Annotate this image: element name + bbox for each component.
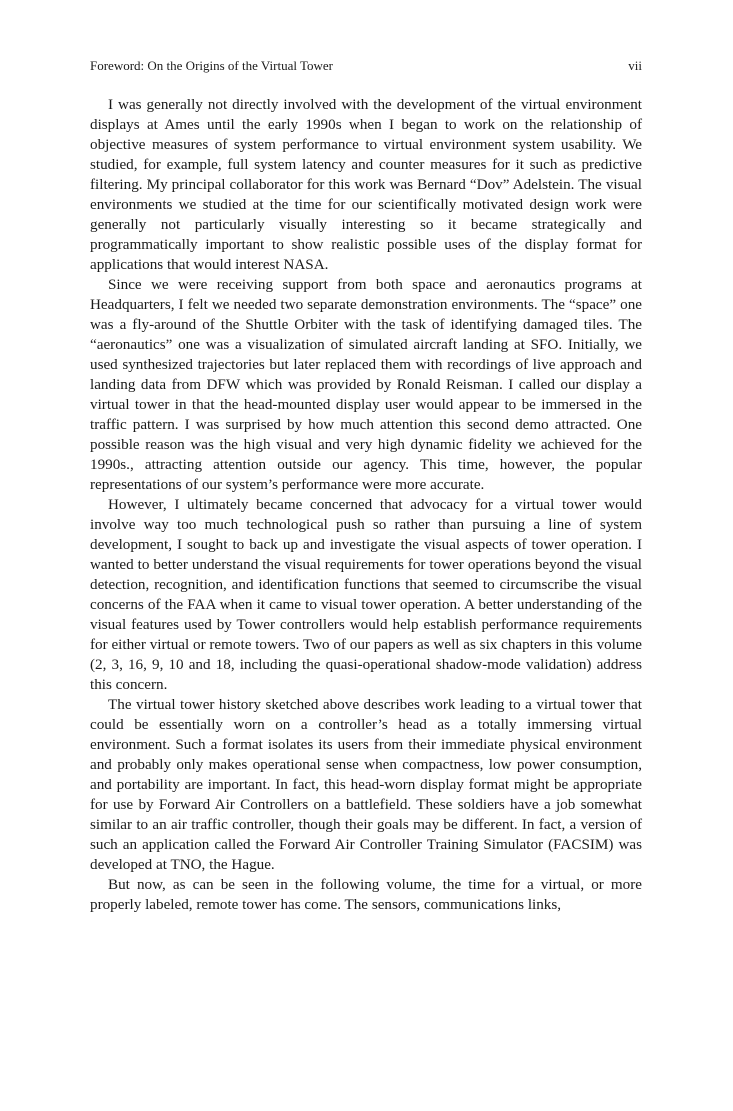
paragraph: However, I ultimately became concerned that advocacy for a virtual tower would involve way too much technological push so rather than pursuing a line of system development, I sought to back up and investigate the visual aspects of tower operation. I wanted to better understand the visual requirements for tower operations beyond the visual detection, recognition, and identification functions that seemed to circumscribe the visual concerns of the FAA when it came to visual tower operation. A better understanding of the visual features used by Tower controllers would help establish performance requirements for either virtual or remote towers. Two of our papers as well as six chapters in this volume (2, 3, 16, 9, 10 and 18, including the quasi-operational shadow-mode validation) address this concern.	[90, 496, 642, 693]
paragraph: I was generally not directly involved with the development of the virtual environment displays at Ames until the early 1990s when I began to work on the relationship of objective measures of system performance to virtual environment system usability. We studied, for example, full system latency and counter measures for it such as predictive filtering. My principal collaborator for this work was Bernard “Dov” Adelstein. The visual environments we studied at the time for our scientifically motivated design work were generally not particularly visually interesting so it became strategically and programmatically important to show realistic possible uses of the display format for applications that would interest NASA.	[90, 96, 642, 273]
body-text	[90, 95, 642, 915]
paragraph: Since we were receiving support from both space and aeronautics programs at Headquarters, I felt we needed two separate demonstration environments. The “space” one was a fly-around of the Shuttle Orbiter with the task of identifying damaged tiles. The “aeronautics” one was a visualization of simulated aircraft landing at SFO. Initially, we used synthesized trajectories but later replaced them with recordings of live approach and landing data from DFW which was provided by Ronald Reisman. I called our display a virtual tower in that the head-mounted display user would appear to be immersed in the traffic pattern. I was surprised by how much attention this second demo attracted. One possible reason was the high visual and very high dynamic fidelity we achieved for the 1990s., attracting attention outside our agency. This time, however, the popular representations of our system’s performance were more accurate.	[90, 276, 642, 493]
paragraph: The virtual tower history sketched above describes work leading to a virtual tower that could be essentially worn on a controller’s head as a totally immersing virtual environment. Such a format isolates its users from their immediate physical environment and probably only makes operational sense when compactness, low power consumption, and portability are important. In fact, this head-worn display format might be appropriate for use by Forward Air Controllers on a battlefield. These soldiers have a job somewhat similar to an air traffic controller, though their goals may be different. In fact, a version of such an application called the Forward Air Controller Training Simulator (FACSIM) was developed at TNO, the Hague.	[90, 696, 642, 873]
running-header	[90, 58, 642, 74]
running-header-title: Foreword: On the Origins of the Virtual Tower	[90, 58, 333, 73]
page-number: vii	[628, 58, 642, 73]
paragraph: But now, as can be seen in the following volume, the time for a virtual, or more properly labeled, remote tower has come. The sensors, communications links,	[90, 876, 642, 913]
